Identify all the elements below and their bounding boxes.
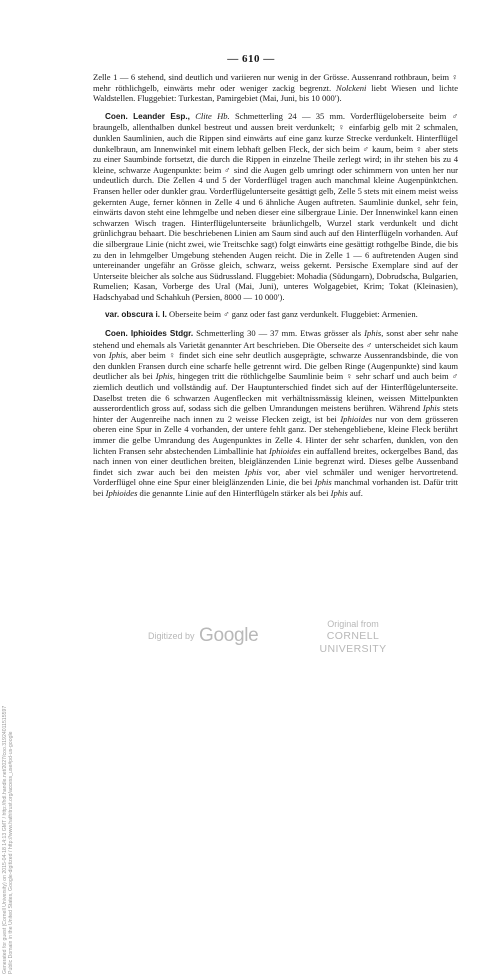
italic-term: Iphis [330,487,348,498]
text-run: , sonst aber sehr nahe stehend und ehemals als Varietät genannter Art beschrieben. Die Oberseite des ♂ unterscheidet sich kaum von [93,328,458,361]
google-wordmark: Google [198,625,259,646]
digitized-by-text: Digitized by [148,631,195,641]
paragraph-coen-leander [93,111,458,303]
italic-term: Nolckeni [336,82,367,93]
italic-term: Iphis [422,403,440,414]
text-run: die genannte Linie auf den Hinterflügeln stärker als bei [137,487,331,498]
access-stamp-line-2: Public Domain in the United States, Google-digitized / http://www.hathitrust.org/access_use#pd-us-google [8,731,14,974]
text-run: liebt Wiesen und lichte Waldstellen. Fluggebiet: Turkestan, Pamirgebiet (Mai, Juni, bis 10 000′). [93,82,458,104]
original-from-text: Original from [327,619,379,629]
text-run: vor, aber viel schmäler und weniger hervortretend. Vorderflügel ohne eine Spur einer bleiglänzenden Linie, die bei [93,466,458,488]
body-text [93,72,458,499]
side-access-stamp [2,300,14,974]
italic-term: Iphis [364,328,382,339]
species-heading: Coen. Leander Esp., [105,111,190,121]
text-run: , hingegen tritt die röthlichgelbe Saumlinie beim ♀ sehr scharf und auch beim ♂ ziemlich deutlich und vollständig auf. Der Hauptunterschied findet sich auf der Hinterflügelunterseite. Daselbst treten die 6 schwarzen Augenflecken mit verhältnissmässig kleinen, weissen Mittelpunkten ausserordentlich gross auf, sodass sich die gelben Umrandungen meistens berühren. Während [93,371,458,414]
text-run: manchmal vorhanden ist. Dafür tritt bei [93,477,458,498]
text-run: Zelle 1 — 6 stehend, sind deutlich und variieren nur wenig in der Grösse. Aussenrand rothbraun, beim ♀ mehr röthlichgelb, einwärts mehr oder weniger zackig begrenzt. [93,72,458,93]
access-stamp-line-1: Generated for guest (Cornell University) on 2015-04-18 14:13 GMT / http://hdl.handle.net/2027/coo.31924011515597 [2,705,8,974]
italic-term: Iphioides [340,413,373,424]
italic-term: Iphis [155,371,173,382]
text-run: nur von dem grösseren oberen eine Spur in Zelle 4 vorhanden, der untere fehlt ganz. Der stehengebliebene, kleine Fleck berührt immer die gelbe Umrandung des Augenpunktes in Zelle 4. Hinter der sehr scharfen, dunklen, von den lichten Fransen sehr abstechenden Limballinie hat [93,413,458,456]
cornell-university-text: CORNELL UNIVERSITY [319,630,387,655]
italic-term: Iphioides [269,445,301,456]
text-run: stets hinter der Augenreihe nach innen zu 2 weisse Flecken zeigt, ist bei [93,403,458,424]
page-number: — 610 — [227,53,275,65]
text-run: , aber beim ♀ findet sich eine sehr deutlich ausgeprägte, schwarze Aussenrandsbinde, die von den dunklen Fransen durch eine scharfe helle getrennt wird. Die gelben Ringe (Augenpunkte) sind kaum deutlicher als bei [93,350,458,382]
text-run: Schmetterling 24 — 35 mm. Vorderflügeloberseite beim ♂ braungelb, allenthalben dunkel bestreut und aussen breit verdunkelt; ♀ einfarbig gelb mit 2 schmalen, dunklen Saumlinien, auch die Rippen sind einwärts auf eine ganz kurze Strecke verdunkelt. Hinterflügel dunkelbraun, am Innenwinkel mit einem lebhaft gelben Fleck, der sich beim ♂ kaum, beim ♀ aber stets zu einer Saumbinde fortsetzt, die durch die Rippen in einzelne Theile zerlegt wird; in ihr stehen bis zu 4 kleine, schwarze Augenpunkte: beim ♂ sind die Augen gelb umringt oder schimmern von unten her nur undeutlich durch. Die Zellen 4 und 5 der Vorderflügel tragen auch manchmal kleine Augenpünktchen. Fransen heller oder dunkler grau. Vorderflügelunterseite gesättigt gelb, Zelle 5 stets mit einem meist weiss gekernten Auge, ferner können in Zelle 4 und 6 ähnliche Augen auftreten. Saumlinie dunkel, sehr fein, einwärts davon steht eine lehmgelbe und neben dieser eine silbergraue Linie. Der Innenwinkel kann einen schwarzen Wisch tragen. Hinterflügelunterseite bräunlichgelb, Wurzel stark verdunkelt und dicht grünlichgrau behaart. Die beschriebenen Linien am Saum sind auch auf den Hinterflügeln vorhanden. Auf die silbergraue Linie (nicht zwei, wie Treitschke sagt) folgt einwärts eine gesättigt rothgelbe Binde, die bis zu den in lehmgelber Umgebung stehenden Augen reicht. Die in Zelle 1 — 6 auftretenden Augen sind untereinander ungefähr an Grösse gleich, schwarz, weiss gekernt. Persische Exemplare sind auf der Unterseite bleicher als solche aus Südrussland. Fluggebiet: Mohadia (Südungarn), Dobrudscha, Bulgarien, Rumelien; Kasan, Vorberge des Ural (Mai, Juni), unteres Wolgagebiet, Krim; Tokat (Kleinasien), Hadschyabad und Schahkuh (Persien, 8000 — 10 000′). [93,110,458,302]
paragraph-var-obscura [93,309,458,321]
cornell-original-notice [293,619,413,656]
text-run: ein auffallend breites, ockergelbes Band, das nach innen von einer deutlichen breiten, bleiglänzenden Linie begrenzt wird. Dieses gelbe Aussenband findet sich zwar auch bei den meisten [93,445,459,477]
text-run: auf. [347,487,363,498]
italic-term: Iphis [108,350,126,361]
italic-term: Clite Hb. [195,110,230,121]
text-run: Schmetterling 30 — 37 mm. Etwas grösser als [193,328,365,339]
italic-term: Iphioides [105,487,138,498]
text-run: Oberseite beim ♂ ganz oder fast ganz verdunkelt. Fluggebiet: Armenien. [166,309,418,320]
italic-term: Iphis [314,477,332,488]
italic-term: Iphis [244,466,262,477]
species-heading: Coen. Iphioides Stdgr. [105,329,194,339]
google-digitized-logo [148,625,258,647]
paragraph-nolckeni-end [93,72,458,104]
paragraph-coen-iphioides [93,328,458,499]
species-heading: var. obscura i. l. [105,310,167,320]
